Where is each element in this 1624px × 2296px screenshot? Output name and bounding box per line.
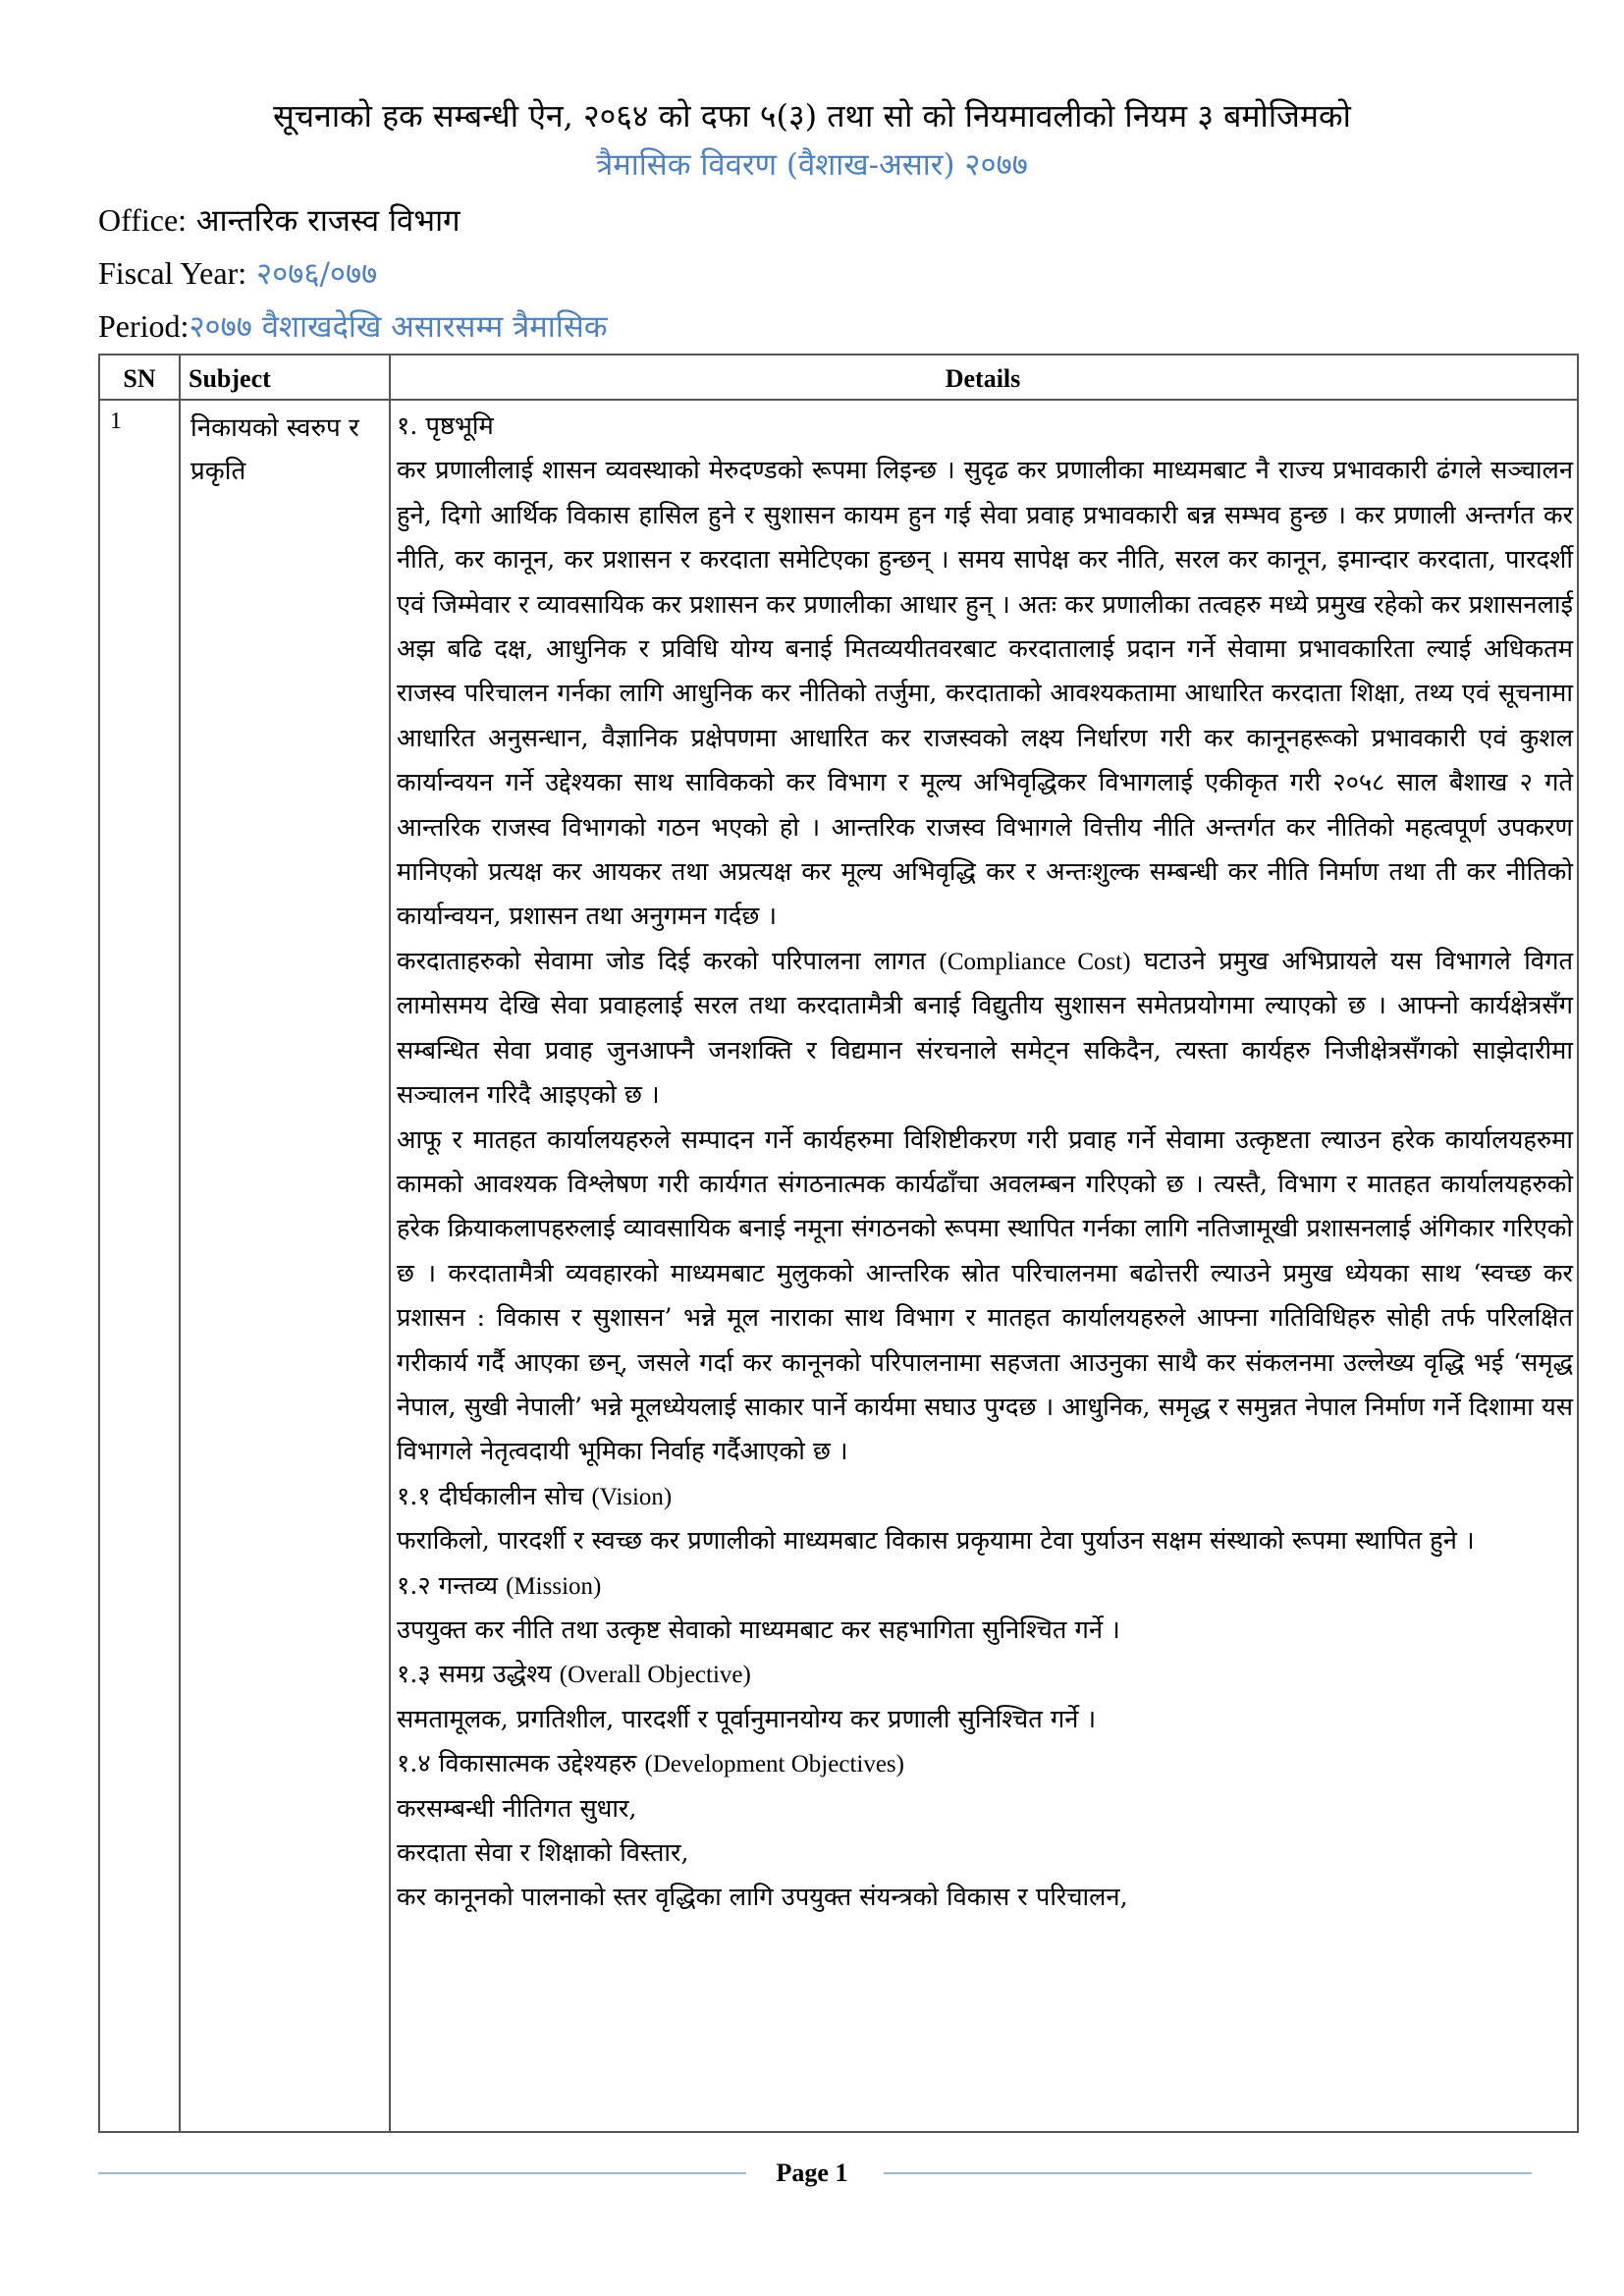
details-table [98,354,1579,2133]
fiscal-year-value: २०७६/०७७ [255,256,378,292]
objective-item: करसम्बन्धी नीतिगत सुधार, [397,1793,637,1824]
paragraph-background: कर प्रणालीलाई शासन व्यवस्थाको मेरुदण्डको रूपमा लिइन्छ । सुदृढ कर प्रणालीका माध्यमबाट नै राज्य प्रभावकारी ढंगले सञ्चालन हुने, दिगो आर्थिक विकास हासिल हुने र सुशासन कायम हुन गई सेवा प्रवाह प्रभावकारी बन्न सम्भव हुन्छ । कर प्रणाली अन्तर्गत कर नीति, कर कानून, कर प्रशासन र करदाता समेटिएका हुन्छन् । समय सापेक्ष कर नीति, सरल कर कानून, इमान्दार करदाता, पारदर्शी एवं जिम्मेवार र व्यावसायिक कर प्रशासन कर प्रणालीका आधार हुन् । अतः कर प्रणालीका तत्वहरु मध्ये प्रमुख रहेको कर प्रशासनलाई अझ बढि दक्ष, आधुनिक र प्रविधि योग्य बनाई मितव्ययीतवरबाट करदातालाई प्रदान गर्ने सेवामा प्रभावकारिता ल्याई अधिकतम राजस्व परिचालन गर्नका लागि आधुनिक कर नीतिको तर्जुमा, करदाताको आवश्यकतामा आधारित करदाता शिक्षा, तथ्य एवं सूचनामा आधारित अनुसन्धान, वैज्ञानिक प्रक्षेपणमा आधारित कर राजस्वको लक्ष्य निर्धारण गरी कर कानूनहरूको प्रभावकारी एवं कुशल कार्यान्वयन गर्ने उद्देश्यका साथ साविकको कर विभाग र मूल्य अभिवृद्धिकर विभागलाई एकीकृत गरी २०५८ साल बैशाख २ गते आन्तरिक राजस्व विभागको गठन भएको हो । आन्तरिक राजस्व विभागले वित्तीय नीति अन्तर्गत कर नीतिको महत्वपूर्ण उपकरण मानिएको प्रत्यक्ष कर आयकर तथा अप्रत्यक्ष कर मूल्य अभिवृद्धि कर र अन्तःशुल्क सम्बन्धी कर नीति निर्माण तथा ती कर नीतिको कार्यान्वयन, प्रशासन तथा अनुगमन गर्दछ । [397,456,1573,932]
header-details: Details [945,364,1021,393]
period-line [98,304,608,349]
heading-overall-objective: १.३ समग्र उद्धेश्य (Overall Objective) [397,1660,751,1690]
header-subject: Subject [189,364,271,393]
text-vision: फराकिलो, पारदर्शी र स्वच्छ कर प्रणालीको माध्यमबाट विकास प्रकृयामा टेवा पुर्याउन सक्षम संस्थाको रूपमा स्थापित हुने । [397,1526,1475,1557]
office-line [98,198,460,243]
row-sn: 1 [110,409,122,434]
header-sn: SN [123,364,156,393]
text-mission: उपयुक्त कर नीति तथा उत्कृष्ट सेवाको माध्यमबाट कर सहभागिता सुनिश्चित गर्ने । [397,1614,1120,1645]
objective-item: कर कानूनको पालनाको स्तर वृद्धिका लागि उपयुक्त संयन्त्रको विकास र परिचालन, [397,1883,1128,1913]
period-label: Period: [98,308,189,344]
paragraph-specialization: आफू र मातहत कार्यालयहरुले सम्पादन गर्ने कार्यहरुमा विशिष्टीकरण गरी प्रवाह गर्ने सेवामा उत्कृष्टता ल्याउन हरेक कार्यालयहरुमा कामको आवश्यक विश्लेषण गरी कार्यगत संगठनात्मक कार्यढाँचा अवलम्बन गरिएको छ । त्यस्तै, विभाग र मातहत कार्यालयहरुको हरेक क्रियाकलापहरुलाई व्यावसायिक बनाई नमूना संगठनको रूपमा स्थापित गर्नका लागि नतिजामूखी प्रशासनलाई अंगिकार गरिएको छ । करदातामैत्री व्यवहारको माध्यमबाट मुलुकको आन्तरिक स्रोत परिचालनमा बढोत्तरी ल्याउने प्रमुख ध्येयका साथ ‘स्वच्छ कर प्रशासन : विकास र सुशासन’ भन्ने मूल नाराका साथ विभाग र मातहत कार्यालयहरुले आफ्ना गतिविधिहरु सोही तर्फ परिलक्षित गरीकार्य गर्दै आएका छन्, जसले गर्दा कर कानूनको परिपालनामा सहजता आउनुका साथै कर संकलनमा उल्लेख्य वृद्धि भई ‘समृद्ध नेपाल, सुखी नेपाली’ भन्ने मूलध्येयलाई साकार पार्ने कार्यमा सघाउ पुग्दछ । आधुनिक, समृद्ध र समुन्नत नेपाल निर्माण गर्ने दिशामा यस विभागले नेतृत्वदायी भूमिका निर्वाह गर्दैआएको छ । [397,1124,1574,1467]
document-subtitle: त्रैमासिक विवरण (वैशाख-असार) २०७७ [596,147,1028,183]
heading-development-objectives: १.४ विकासात्मक उद्देश्यहरु (Development Objectives) [397,1749,904,1779]
fiscal-year-label: Fiscal Year: [98,255,247,291]
office-value: आन्तरिक राजस्व विभाग [195,203,460,239]
table-divider [389,355,391,2131]
table-divider [179,355,181,2131]
office-label: Office: [98,202,188,238]
fiscal-year-line [98,251,377,296]
section-heading-background: १. पृष्ठभूमि [397,411,494,441]
text-overall-objective: समतामूलक, प्रगतिशील, पारदर्शी र पूर्वानुमानयोग्य कर प्रणाली सुनिश्चित गर्ने । [397,1704,1097,1734]
paragraph-compliance-cost: करदाताहरुको सेवामा जोड दिई करको परिपालना लागत (Compliance Cost) घटाउने प्रमुख अभिप्रायले यस विभागले विगत लामोसमय देखि सेवा प्रवाहलाई सरल तथा करदातामैत्री बनाई विद्युतीय सुशासन समेतप्रयोगमा ल्याएको छ । आफ्नो कार्यक्षेत्रसँग सम्बन्धित सेवा प्रवाह जुनआफ्नै जनशक्ति र विद्यमान संरचनाले समेट्न सकिदैन, त्यस्ता कार्यहरु निजीक्षेत्रसँगको साझेदारीमा सञ्चालन गरिदै आइएको छ । [397,946,1573,1111]
table-header-divider [100,399,1577,401]
row-subject: निकायको स्वरुप र प्रकृति [190,413,359,486]
row-details [397,405,1573,1921]
objective-item: करदाता सेवा र शिक्षाको विस्तार, [397,1838,689,1868]
heading-vision: १.१ दीर्घकालीन सोच (Vision) [397,1481,673,1511]
heading-mission: १.२ गन्तव्य (Mission) [397,1570,602,1601]
page-number: Page 1 [776,2159,848,2187]
period-value: २०७७ वैशाखदेखि असारसम्म त्रैमासिक [189,309,608,345]
document-title: सूचनाको हक सम्बन्धी ऐन, २०६४ को दफा ५(३) तथा सो को नियमावलीको नियम ३ बमोजिमको [273,97,1351,135]
